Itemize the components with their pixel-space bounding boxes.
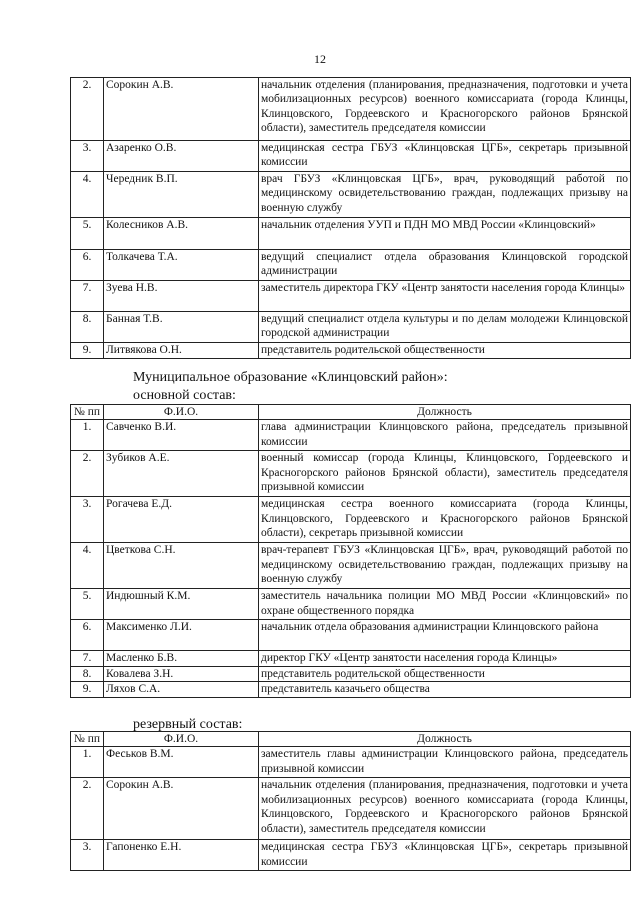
reserve-composition-subtitle: резервный состав:: [133, 717, 243, 732]
table-row: [71, 451, 631, 497]
table-row: [71, 218, 631, 250]
member-name: Банная Т.В.: [104, 312, 259, 343]
member-position: представитель родительской общественности: [259, 666, 631, 681]
row-number: 3.: [71, 840, 104, 871]
row-number: 9.: [71, 682, 104, 697]
table-row: [71, 543, 631, 589]
member-name: Сорокин А.В.: [104, 78, 259, 141]
table-row: [71, 651, 631, 666]
table-row: [71, 343, 631, 359]
member-name: Ляхов С.А.: [104, 682, 259, 697]
member-position: глава администрации Клинцовского района, председатель призывной комиссии: [259, 420, 631, 451]
commission-table-continued: [70, 77, 631, 359]
member-position: медицинская сестра ГБУЗ «Клинцовская ЦГБ», секретарь призывной комиссии: [259, 141, 631, 172]
header-position: Должность: [259, 732, 631, 747]
row-number: 3.: [71, 141, 104, 172]
table-row: [71, 666, 631, 681]
member-position: заместитель директора ГКУ «Центр занятости населения города Клинцы»: [259, 281, 631, 312]
header-name: Ф.И.О.: [104, 405, 259, 420]
member-position: врач-терапевт ГБУЗ «Клинцовская ЦГБ», врач, руководящий работой по медицинскому освидетельствованию граждан, подлежащих призыву на военную службу: [259, 543, 631, 589]
member-name: Толкачева Т.А.: [104, 250, 259, 281]
header-position: Должность: [259, 405, 631, 420]
member-name: Чередник В.П.: [104, 172, 259, 218]
row-number: 7.: [71, 651, 104, 666]
row-number: 8.: [71, 666, 104, 681]
member-position: директор ГКУ «Центр занятости населения города Клинцы»: [259, 651, 631, 666]
member-name: Ковалева З.Н.: [104, 666, 259, 681]
table-row: [71, 281, 631, 312]
member-position: начальник отдела образования администрации Клинцовского района: [259, 620, 631, 651]
main-composition-table: [70, 404, 631, 698]
member-name: Сорокин А.В.: [104, 778, 259, 840]
member-name: Зуева Н.В.: [104, 281, 259, 312]
member-name: Цветкова С.Н.: [104, 543, 259, 589]
row-number: 6.: [71, 620, 104, 651]
header-name: Ф.И.О.: [104, 732, 259, 747]
table-row: [71, 312, 631, 343]
main-composition-subtitle: основной состав:: [133, 388, 236, 403]
row-number: 4.: [71, 172, 104, 218]
member-position: начальник отделения (планирования, предназначения, подготовки и учета мобилизационных ресурсов) военного комиссариата (города Клинцы, Клинцовского, Гордеевского и Красногорского районов Брянской области), заместитель председателя комиссии: [259, 778, 631, 840]
member-name: Азаренко О.В.: [104, 141, 259, 172]
member-position: представитель родительской общественности: [259, 343, 631, 359]
row-number: 1.: [71, 747, 104, 778]
table-header-row: [71, 405, 631, 420]
row-number: 5.: [71, 218, 104, 250]
member-position: военный комиссар (города Клинцы, Клинцовского, Гордеевского и Красногорского районов Брянской области), заместитель председателя призывной комиссии: [259, 451, 631, 497]
table-row: [71, 682, 631, 697]
row-number: 2.: [71, 778, 104, 840]
member-name: Гапоненко Е.Н.: [104, 840, 259, 871]
member-name: Максименко Л.И.: [104, 620, 259, 651]
row-number: 9.: [71, 343, 104, 359]
table-row: [71, 620, 631, 651]
member-position: ведущий специалист отдела культуры и по делам молодежи Клинцовской городской администрации: [259, 312, 631, 343]
member-position: врач ГБУЗ «Клинцовская ЦГБ», врач, руководящий работой по медицинскому освидетельствованию граждан, подлежащих призыву на военную службу: [259, 172, 631, 218]
page-number: 12: [314, 52, 326, 66]
row-number: 3.: [71, 497, 104, 543]
header-number: № пп: [71, 732, 104, 747]
table-header-row: [71, 732, 631, 747]
table-row: [71, 747, 631, 778]
member-name: Феськов В.М.: [104, 747, 259, 778]
member-name: Зубиков А.Е.: [104, 451, 259, 497]
member-name: Савченко В.И.: [104, 420, 259, 451]
row-number: 1.: [71, 420, 104, 451]
member-name: Литвякова О.Н.: [104, 343, 259, 359]
row-number: 6.: [71, 250, 104, 281]
table-row: [71, 778, 631, 840]
row-number: 2.: [71, 78, 104, 141]
member-name: Индюшный К.М.: [104, 589, 259, 620]
member-name: Рогачева Е.Д.: [104, 497, 259, 543]
row-number: 4.: [71, 543, 104, 589]
table-row: [71, 141, 631, 172]
row-number: 5.: [71, 589, 104, 620]
table-row: [71, 589, 631, 620]
member-position: заместитель начальника полиции МО МВД России «Клинцовский» по охране общественного порядка: [259, 589, 631, 620]
row-number: 8.: [71, 312, 104, 343]
member-position: медицинская сестра ГБУЗ «Клинцовская ЦГБ», секретарь призывной комиссии: [259, 840, 631, 871]
member-position: медицинская сестра военного комиссариата (города Клинцы, Клинцовского, Гордеевского и Красногорского районов Брянской области), секретарь призывной комиссии: [259, 497, 631, 543]
member-position: представитель казачьего общества: [259, 682, 631, 697]
member-position: заместитель главы администрации Клинцовского района, председатель призывной комиссии: [259, 747, 631, 778]
reserve-composition-table: [70, 731, 631, 871]
row-number: 2.: [71, 451, 104, 497]
table-row: [71, 172, 631, 218]
member-name: Масленко Б.В.: [104, 651, 259, 666]
table-row: [71, 497, 631, 543]
table-row: [71, 420, 631, 451]
table-row: [71, 250, 631, 281]
table-row: [71, 840, 631, 871]
member-position: начальник отделения УУП и ПДН МО МВД России «Клинцовский»: [259, 218, 631, 250]
header-number: № пп: [71, 405, 104, 420]
section-title: Муниципальное образование «Клинцовский район»:: [133, 370, 448, 385]
member-name: Колесников А.В.: [104, 218, 259, 250]
row-number: 7.: [71, 281, 104, 312]
table-row: [71, 78, 631, 141]
member-position: ведущий специалист отдела образования Клинцовской городской администрации: [259, 250, 631, 281]
member-position: начальник отделения (планирования, предназначения, подготовки и учета мобилизационных ресурсов) военного комиссариата (города Клинцы, Клинцовского, Гордеевского и Красногорского районов Брянской области), заместитель председателя комиссии: [259, 78, 631, 141]
